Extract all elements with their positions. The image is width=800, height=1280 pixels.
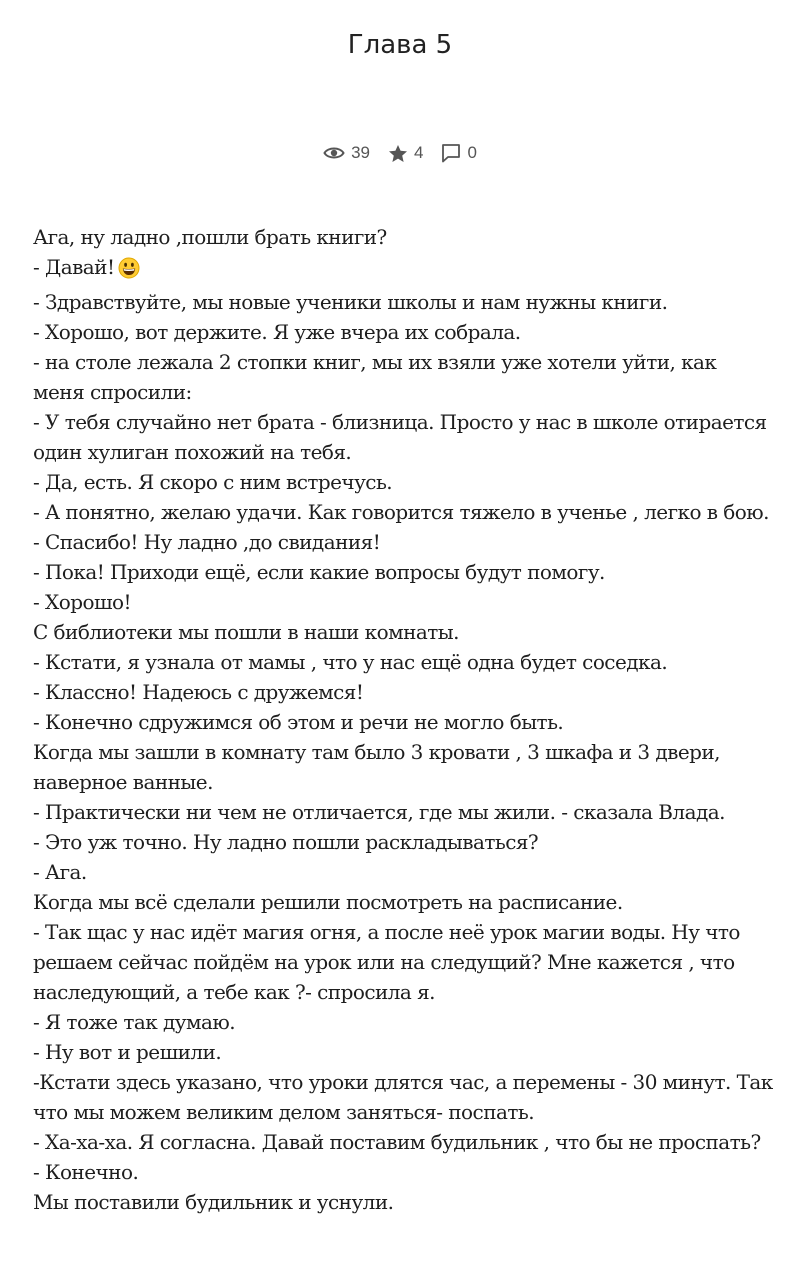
votes-stat: [388, 143, 423, 163]
star-icon: [388, 144, 408, 163]
story-paragraph: - Хорошо, вот держите. Я уже вчера их собрала.: [33, 320, 521, 344]
story-paragraph: - Здравствуйте, мы новые ученики школы и нам нужны книги.: [33, 290, 668, 314]
story-paragraph: - Спасибо! Ну ладно ,до свидания!: [33, 530, 381, 554]
story-paragraph: - Так щас у нас идёт магия огня, а после неё урок магии воды. Ну что решаем сейчас пойдём на урок или на следущий? Мне кажется , что наследующий, а тебе как ?- спросила я.: [33, 920, 740, 1004]
story-paragraph: Мы поставили будильник и уснули.: [33, 1190, 394, 1214]
story-paragraph: - Я тоже так думаю.: [33, 1010, 236, 1034]
votes-count: 4: [413, 143, 424, 162]
story-paragraph: - Ну вот и решили.: [33, 1040, 222, 1064]
story-paragraph: - Практически ни чем не отличается, где мы жили. - сказала Влада.: [33, 800, 725, 824]
comment-icon: [441, 143, 461, 163]
story-paragraph: - Пока! Приходи ещё, если какие вопросы будут помогу.: [33, 560, 605, 584]
views-count: 39: [351, 143, 370, 162]
story-text: [33, 222, 773, 1217]
story-paragraph: - Классно! Надеюсь с дружемся!: [33, 680, 364, 704]
story-paragraph: - Ха-ха-ха. Я согласна. Давай поставим будильник , что бы не проспать?: [33, 1130, 761, 1154]
story-paragraph: Ага, ну ладно ,пошли брать книги?: [33, 225, 387, 249]
story-paragraph: - Хорошо!: [33, 590, 131, 614]
story-paragraph: - на столе лежала 2 стопки книг, мы их взяли уже хотели уйти, как меня спросили:: [33, 350, 717, 404]
story-paragraph: - У тебя случайно нет брата - близница. Просто у нас в школе отирается один хулиган похожий на тебя.: [33, 410, 767, 464]
story-paragraph: Когда мы зашли в комнату там было 3 кровати , 3 шкафа и 3 двери, наверное ванные.: [33, 740, 720, 794]
story-stats: [0, 143, 800, 163]
story-paragraph: - Конечно.: [33, 1160, 139, 1184]
story-paragraph: С библиотеки мы пошли в наши комнаты.: [33, 620, 459, 644]
chapter-title: Глава 5: [347, 30, 453, 60]
views-stat: [323, 143, 370, 163]
story-paragraph: Когда мы всё сделали решили посмотреть на расписание.: [33, 890, 623, 914]
story-paragraph-text: - Давай!: [33, 255, 115, 279]
story-paragraph: - А понятно, желаю удачи. Как говорится тяжело в ученье , легко в бою.: [33, 500, 769, 524]
story-paragraph: - Да, есть. Я скоро с ним встречусь.: [33, 470, 393, 494]
story-paragraph: - Конечно сдружимся об этом и речи не могло быть.: [33, 710, 564, 734]
story-paragraph: - Ага.: [33, 860, 87, 884]
story-paragraph: -Кстати здесь указано, что уроки длятся час, а перемены - 30 минут. Так что мы можем великим делом заняться- поспать.: [33, 1070, 773, 1124]
comments-count: 0: [467, 143, 477, 162]
eye-icon: [323, 145, 345, 161]
story-paragraph-with-emoji: [33, 252, 773, 287]
comments-stat: [441, 143, 476, 163]
story-paragraph: - Это уж точно. Ну ладно пошли раскладываться?: [33, 830, 539, 854]
grinning-face-emoji-icon: [118, 257, 140, 287]
story-paragraph: - Кстати, я узнала от мамы , что у нас ещё одна будет соседка.: [33, 650, 668, 674]
